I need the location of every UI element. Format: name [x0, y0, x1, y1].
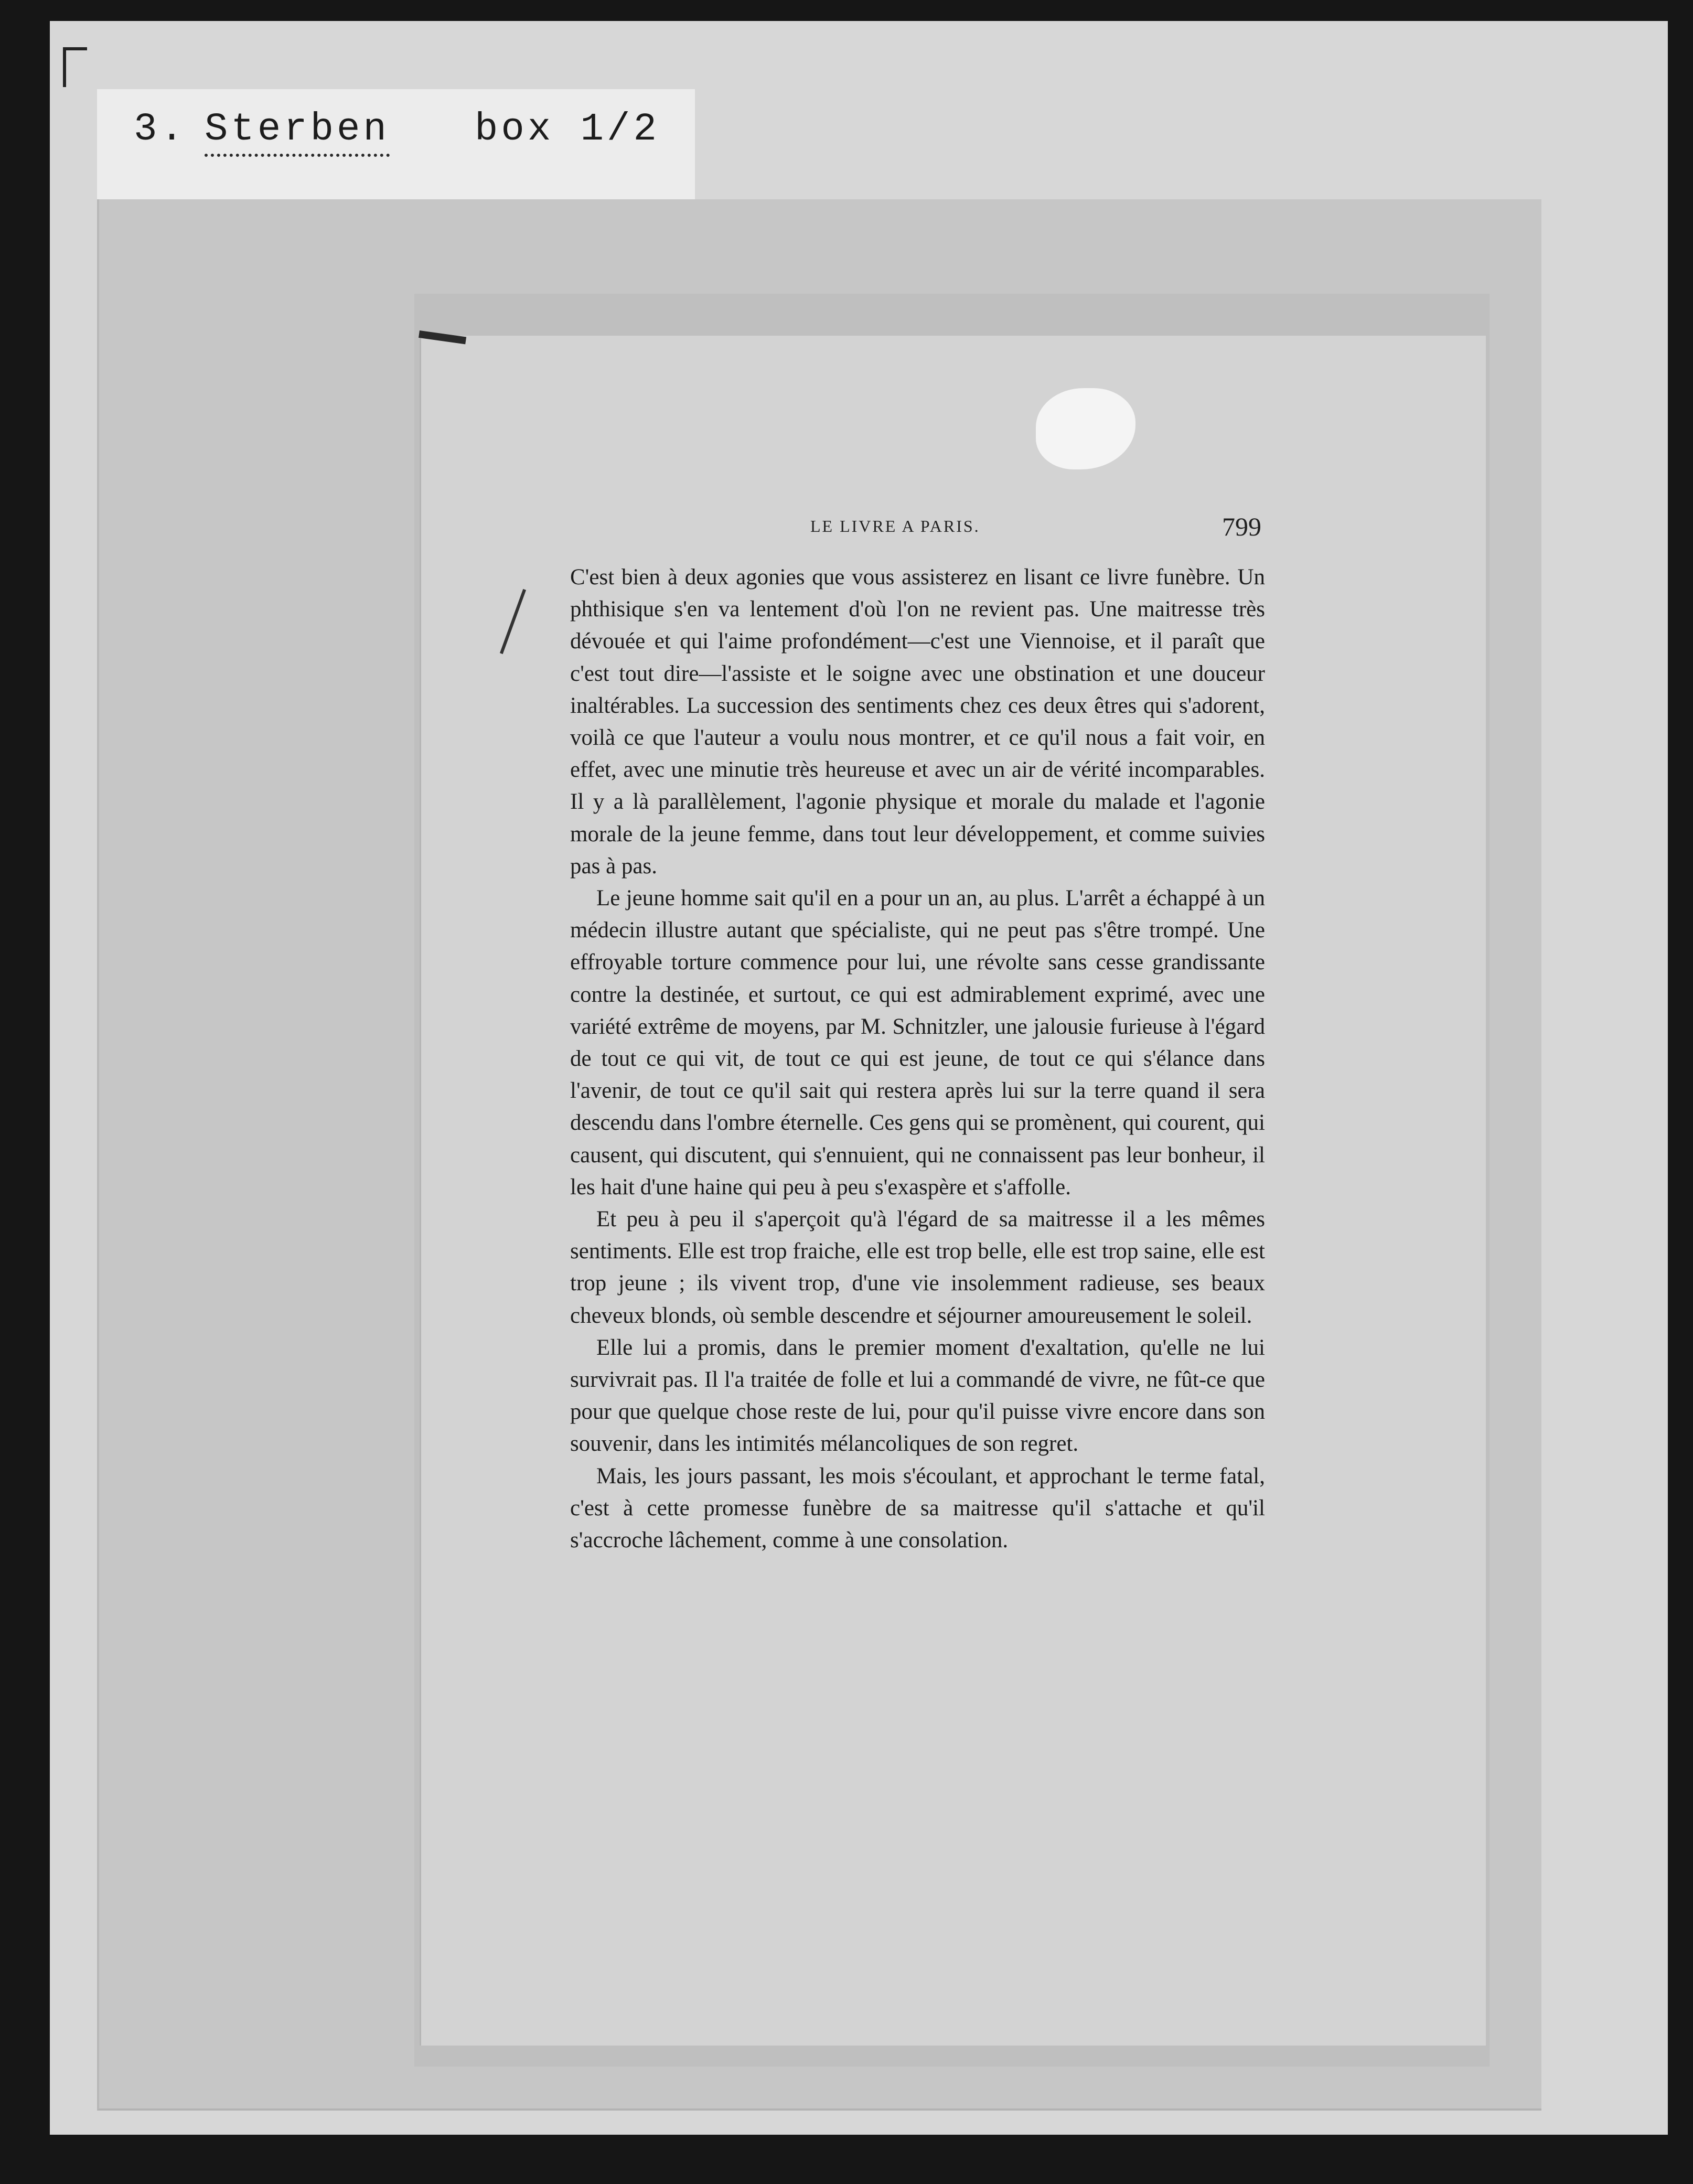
- label-title: Sterben: [205, 108, 390, 157]
- running-head: LE LIVRE A PARIS.: [810, 517, 980, 536]
- paragraph: Mais, les jours passant, les mois s'écoulant, et approchant le terme fatal, c'est à cette promesse funèbre de sa maitresse qu'il s'attache et qu'il s'accroche lâchement, comme à une consolation.: [570, 1463, 1265, 1553]
- archive-label: [97, 89, 695, 201]
- label-box: box 1/2: [475, 108, 660, 152]
- paragraph: Elle lui a promis, dans le premier moment d'exaltation, qu'elle ne lui survivrait pas. Il l'a traitée de folle et lui a commandé de vivre, ne fût-ce que pour que quelque chose reste de lui, pour qu'il puisse vivre encore dans son souvenir, dans les intimités mélancoliques de son regret.: [570, 1335, 1265, 1457]
- paragraph: Le jeune homme sait qu'il en a pour un an, au plus. L'arrêt a échappé à un médecin illustre autant que spécialiste, qui ne peut pas s'être trompé. Une effroyable torture commence pour lui, une révolte sans cesse grandissante contre la destinée, et surtout, ce qui est admirablement exprimé, avec une variété extrême de moyens, par M. Schnitzler, une jalousie furieuse à l'égard de tout ce qui vit, de tout ce qui est jeune, de tout ce qui s'élance dans l'avenir, de tout ce qu'il sait qui restera après lui sur la terre quand il sera descendu dans l'ombre éternelle. Ces gens qui se promènent, qui courent, qui causent, qui discutent, qui s'ennuient, qui ne connaissent pas leur bonheur, il les hait d'une haine qui peu à peu s'exaspère et s'affolle.: [570, 886, 1265, 1200]
- page-number: 799: [1222, 512, 1261, 541]
- paragraph: Et peu à peu il s'aperçoit qu'à l'égard de sa maitresse il a les mêmes sentiments. Elle est trop fraiche, elle est trop belle, elle est trop saine, elle est trop jeune ; ils vivent trop, d'une vie insolemment radieuse, ses beaux cheveux blonds, où semble descendre et séjourner amoureusement le soleil.: [570, 1207, 1265, 1328]
- paragraph: C'est bien à deux agonies que vous assisterez en lisant ce livre funèbre. Un phthisique s'en va lentement d'où l'on ne revient pas. Une maitresse très dévouée et qui l'aime profondément—c'est une Viennoise, et il paraît que c'est tout dire—l'assiste et le soigne avec une obstination et une douceur inaltérables. La succession des sentiments chez ces deux êtres qui s'adorent, voilà ce que l'auteur a voulu nous montrer, et ce qu'il nous a fait voir, en effet, avec une minutie très heureuse et avec un air de vérité incomparables. Il y a là parallèlement, l'agonie physique et morale du malade et l'agonie morale de la jeune femme, dans tout leur développement, et comme suivies pas à pas.: [570, 565, 1265, 879]
- label-number: 3.: [134, 108, 187, 152]
- corner-crop-mark: [63, 47, 87, 87]
- article-body: [570, 561, 1265, 1556]
